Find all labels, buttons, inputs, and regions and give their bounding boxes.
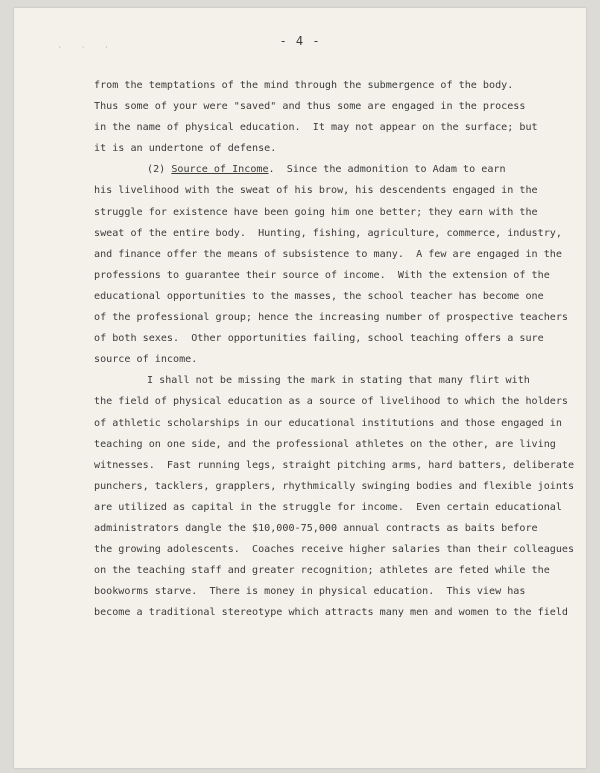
text-line: the growing adolescents. Coaches receive higher salaries than their colleagues [94, 544, 575, 556]
text-line: the field of physical education as a source of livelihood to which the holders [94, 396, 569, 408]
text-line: administrators dangle the $10,000-75,000 annual contracts as baits before [94, 522, 538, 534]
text-line: from the temptations of the mind through the submergence of the body. [94, 80, 514, 91]
text-line: of both sexes. Other opportunities failing, school teaching offers a sure [94, 333, 544, 345]
section-number: (2) [147, 164, 172, 176]
text-line: in the name of physical education. It may not appear on the surface; but [94, 122, 538, 134]
text-line: punchers, tacklers, grapplers, rhythmically swinging bodies and flexible joints [94, 480, 575, 492]
text-line: professions to guarantee their source of income. With the extension of the [94, 269, 550, 281]
text-line: source of income. [94, 354, 198, 366]
text-line: on the teaching staff and greater recognition; athletes are feted while the [94, 565, 550, 577]
text-line: struggle for existence have been going him one better; they earn with the [94, 206, 538, 218]
text-line: of athletic scholarships in our educational institutions and those engaged in [94, 417, 562, 429]
text-line: and finance offer the means of subsistence to many. A few are engaged in the [94, 248, 562, 260]
text-line: of the professional group; hence the increasing number of prospective teachers [94, 312, 569, 324]
text-line: Thus some of your were "saved" and thus some are engaged in the process [94, 101, 526, 113]
section-heading: Source of Income [171, 164, 269, 176]
document-page [14, 8, 586, 768]
text-line: his livelihood with the sweat of his brow, his descendents engaged in the [94, 185, 538, 197]
paragraph-1 [94, 75, 538, 159]
lead-text: . Since the admonition to Adam to earn [268, 164, 506, 176]
page-number: - 4 - [279, 34, 321, 48]
paragraph-2 [94, 159, 569, 370]
paragraph-3 [94, 370, 575, 623]
text-line: witnesses. Fast running legs, straight pitching arms, hard batters, deliberate [94, 459, 575, 471]
text-line: educational opportunities to the masses, the school teacher has become one [94, 290, 544, 302]
text-line: sweat of the entire body. Hunting, fishing, agriculture, commerce, industry, [94, 227, 562, 239]
body-text [94, 75, 575, 623]
text-line: it is an undertone of defense. [94, 143, 277, 155]
paragraph-2-lead-line [94, 159, 534, 180]
text-line: are utilized as capital in the struggle for income. Even certain educational [94, 501, 562, 513]
paper-specks: · · · [58, 44, 117, 51]
text-line: teaching on one side, and the professional athletes on the other, are living [94, 438, 556, 450]
text-line: bookworms starve. There is money in physical education. This view has [94, 586, 526, 598]
text-line: become a traditional stereotype which attracts many men and women to the field [94, 607, 569, 619]
paragraph-3-lead-line: I shall not be missing the mark in stating that many flirt with [147, 375, 530, 387]
